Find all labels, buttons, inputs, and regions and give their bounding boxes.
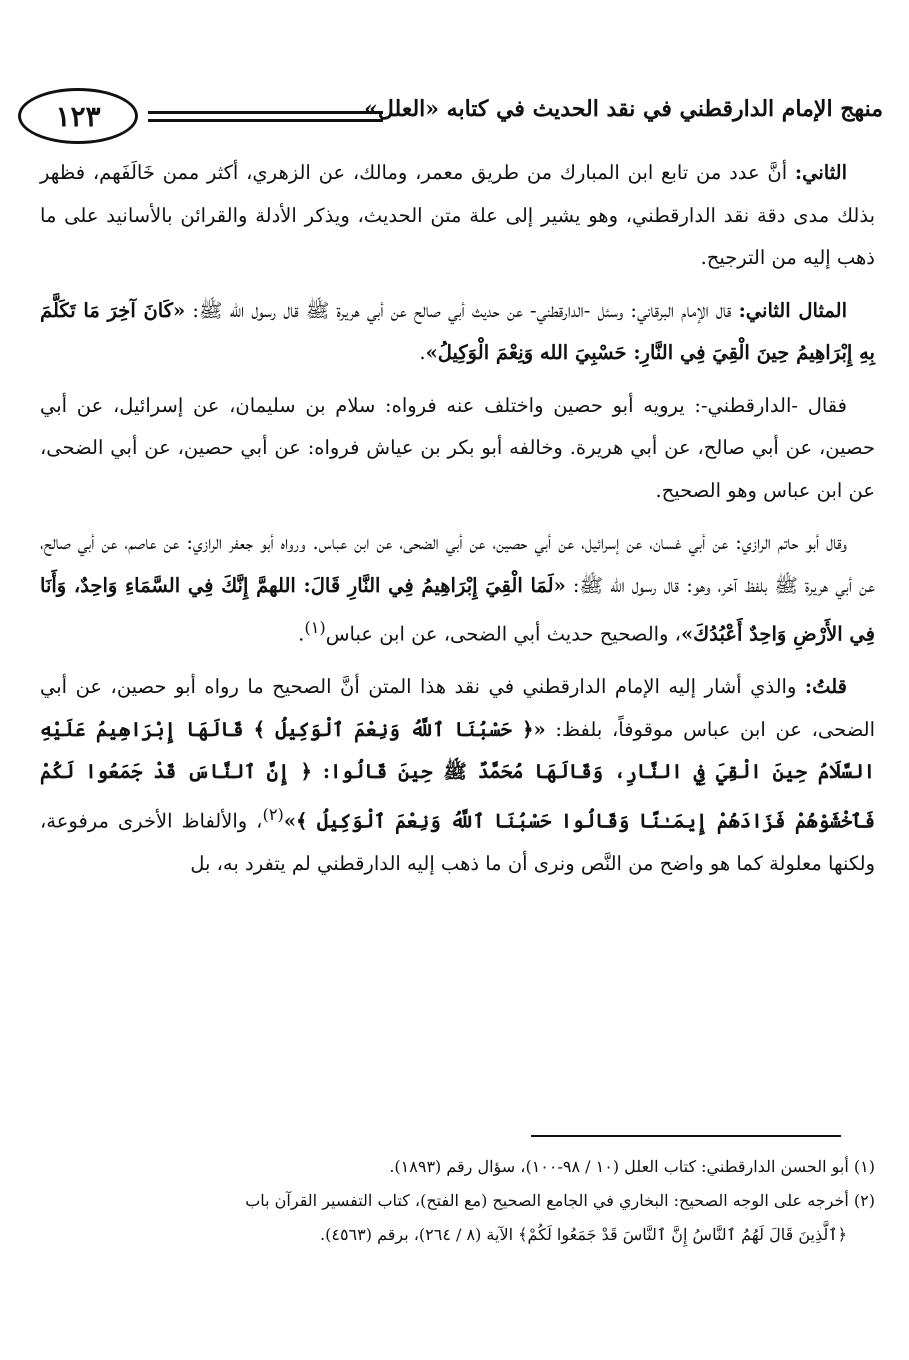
paragraph-text: فقال -الدارقطني-: يرويه أبو حصين واختلف عنه فرواه: سلام بن سليمان، عن إسرائيل، عن أبي حصين، عن أبي صالح، عن أبي هريرة. وخالفه أبو بكر بن عياش فرواه: عن أبي حصين، عن أبي الضحى، عن ابن عباس وهو الصحيح. — [40, 393, 875, 502]
footnote-separator — [531, 1135, 841, 1137]
hadith-quote: «كَانَ آخِرَ مَا تَكَلَّمَ بِهِ إِبْرَاهِيمُ حِينَ الْقِيَ فِي النَّارِ: حَسْبِيَ الله وَنِعْمَ الْوَكِيلُ» — [40, 298, 875, 364]
paragraph-lead: الثاني: — [794, 161, 847, 184]
paragraph-text: والذي أشار إليه الإمام الدارقطني في نقد هذا المتن أنَّ الصحيح ما رواه أبو حصين، عن أبي الضحى، عن ابن عباس موقوفاً، بلفظ: — [40, 675, 876, 741]
paragraph-lead: المثال الثاني: — [738, 298, 847, 322]
paragraph-4 — [40, 522, 875, 656]
footnote-2: (٢) أخرجه على الوجه الصحيح: البخاري في الجامع الصحيح (مع الفتح)، كتاب التفسير القرآن باب — [245, 1191, 875, 1210]
main-text — [40, 152, 875, 895]
footnote-1: (١) أبو الحسن الدارقطني: كتاب العلل (١٠ / ٩٨-١٠٠)، سؤال رقم (١٨٩٣). — [389, 1157, 875, 1176]
page-header — [18, 88, 883, 158]
hadith-quote: «لَمَا الْقِيَ إِبْرَاهِيمُ فِي النَّارِ قَالَ: اللهمَّ إِنَّكَ فِي السَّمَاءِ وَاحِدٌ، وَأَنَا فِي الأَرْضِ وَاحِدٌ أَعْبُدُكَ» — [40, 573, 875, 646]
paragraph-3 — [40, 385, 875, 513]
footnote-ref-1: (١) — [304, 618, 326, 637]
page-number: ١٢٣ — [18, 88, 138, 144]
paragraph-end: . — [298, 622, 305, 646]
footnote-ref-2: (٢) — [262, 804, 284, 824]
header-double-rule — [148, 111, 383, 122]
footnotes — [40, 1150, 875, 1252]
footnote-2-continued: ﴿ٱلَّذِينَ قَالَ لَهُمُ ٱلنَّاسُ إِنَّ ٱلنَّاسَ قَدْ جَمَعُوا لَكُمْ﴾ الآية (٨ / ٢٦٤)، برقم (٤٥٦٣). — [320, 1225, 847, 1244]
paragraph-tail: . — [419, 341, 426, 364]
quran-quote: «﴿ حَسْبُنَا ٱللَّهُ وَنِعْمَ ٱلْوَكِيلُ ﴾ قَالَهَا إِبْرَاهِيمُ عَلَيْهِ السَّلَامُ حِينَ الْقِيَ فِي النَّارِ، وَقَالَهَا مُحَمَّدٌ ﷺ حِينَ قَالُوا: ﴿ إِنَّ ٱلنَّاسَ قَدْ جَمَعُوا لَكُمْ فَٱخْشَوْهُمْ فَزَادَهُمْ إِيمَـٰنًا وَقَالُوا حَسْبُنَا ٱللَّهُ وَنِعْمَ ٱلْوَكِيلُ ﴾» — [40, 717, 875, 832]
paragraph-tail: ، والصحيح حديث أبي الضحى، عن ابن عباس — [325, 622, 681, 646]
paragraph-1 — [40, 152, 875, 280]
paragraph-text: قال الإمام البرقاني: وسئل -الدارقطني- عن حديث أبي صالح عن أبي هريرة ﷺ قال رسول الله ﷺ: — [185, 298, 739, 322]
paragraph-2 — [40, 290, 875, 375]
running-title: منهج الإمام الدارقطني في نقد الحديث في كتابه «العلل» — [364, 96, 883, 122]
paragraph-5 — [40, 666, 875, 885]
paragraph-lead: قلتُ: — [804, 675, 847, 698]
paragraph-text: أنَّ عدد من تابع ابن المبارك من طريق معمر، ومالك، عن الزهري، أكثر ممن خَالَفَهم، فظهر بذلك مدى دقة نقد الدارقطني، وهو يشير إلى علة متن الحديث، ويذكر الأدلة والقرائن بالأسانيد على ما ذهب إليه من الترجيح. — [40, 161, 875, 269]
paragraph-tail: ، والألفاظ الأخرى مرفوعة، ولكنها معلولة كما هو واضح من النَّص ونرى أن ما ذهب إليه الدارقطني لم يتفرد به، بل — [40, 809, 875, 875]
paragraph-text: وقال أبو حاتم الرازي: عن أبي غسان، عن إسرائيل، عن أبي حصين، عن أبي الضحى، عن ابن عباس. ورواه أبو جعفر الرازي: عن عاصم، عن أبي صالح، عن أبي هريرة ﷺ بلفظ آخر، وهو: قال رسول الله ﷺ: — [40, 531, 875, 597]
